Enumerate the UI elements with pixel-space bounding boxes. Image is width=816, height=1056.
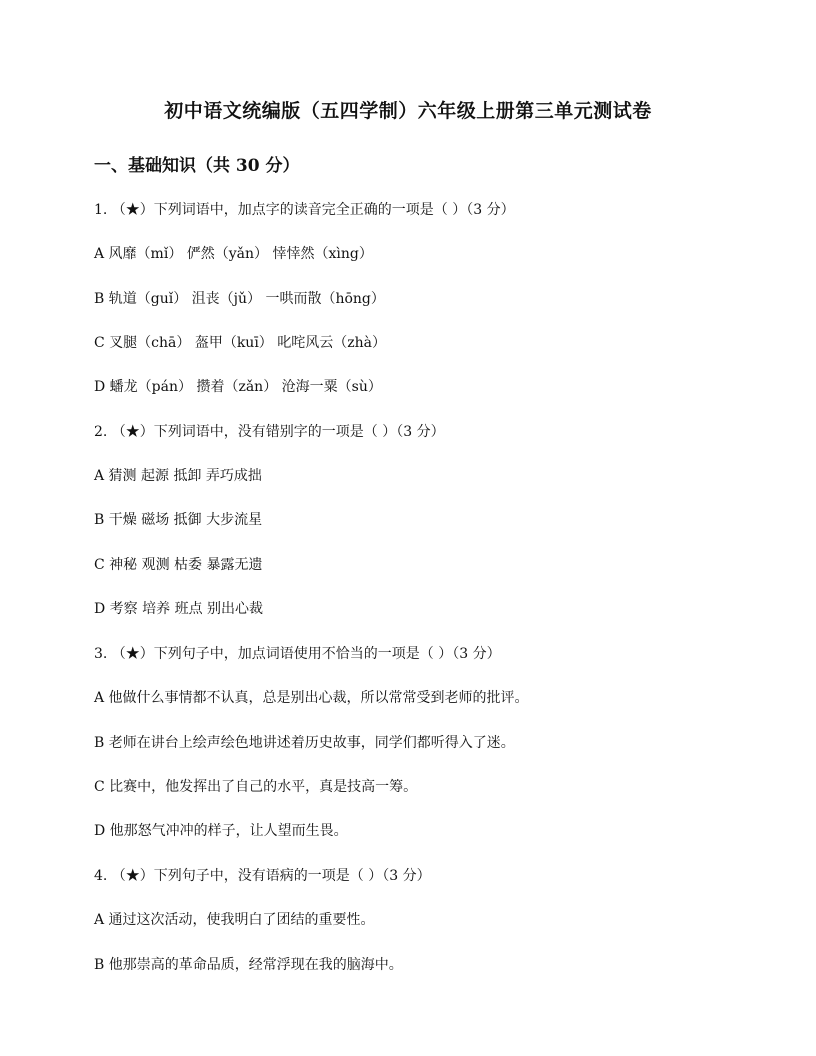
question-1-option-b: B 轨道（guǐ） 沮丧（jǔ） 一哄而散（hōng） xyxy=(94,291,385,307)
question-3-option-b: B 老师在讲台上绘声绘色地讲述着历史故事，同学们都听得入了迷。 xyxy=(94,735,515,751)
question-4-option-a: A 通过这次活动，使我明白了团结的重要性。 xyxy=(94,912,375,928)
question-2-option-c: C 神秘 观测 枯委 暴露无遗 xyxy=(94,557,263,573)
question-1-option-d: D 蟠龙（pán） 攒着（zǎn） 沧海一粟（sù） xyxy=(94,379,382,395)
question-2-stem: 2. （★）下列词语中，没有错别字的一项是（ ）（3 分） xyxy=(94,424,445,440)
question-3-option-a: A 他做什么事情都不认真，总是别出心裁，所以常常受到老师的批评。 xyxy=(94,690,529,706)
question-4-option-b: B 他那崇高的革命品质，经常浮现在我的脑海中。 xyxy=(94,957,403,973)
question-1-option-c: C 叉腿（chā） 盔甲（kuī） 叱咤风云（zhà） xyxy=(94,335,386,351)
question-4-stem: 4. （★）下列句子中，没有语病的一项是（ ）（3 分） xyxy=(94,868,431,884)
question-3-option-c: C 比赛中，他发挥出了自己的水平，真是技高一筹。 xyxy=(94,779,418,795)
question-3-option-d: D 他那怒气冲冲的样子，让人望而生畏。 xyxy=(94,823,348,839)
question-1-option-a: A 风靡（mǐ） 俨然（yǎn） 悻悻然（xìng） xyxy=(94,246,373,262)
page-title: 初中语文统编版（五四学制）六年级上册第三单元测试卷 xyxy=(164,100,652,122)
question-1-stem: 1. （★）下列词语中，加点字的读音完全正确的一项是（ ）（3 分） xyxy=(94,202,515,218)
question-2-option-a: A 猜测 起源 抵卸 弄巧成拙 xyxy=(94,468,262,484)
section-heading: 一、基础知识（共 30 分） xyxy=(94,156,300,176)
question-3-stem: 3. （★）下列句子中，加点词语使用不恰当的一项是（ ）（3 分） xyxy=(94,646,501,662)
question-2-option-d: D 考察 培养 班点 别出心裁 xyxy=(94,601,264,617)
question-2-option-b: B 干燥 磁场 抵御 大步流星 xyxy=(94,512,263,528)
